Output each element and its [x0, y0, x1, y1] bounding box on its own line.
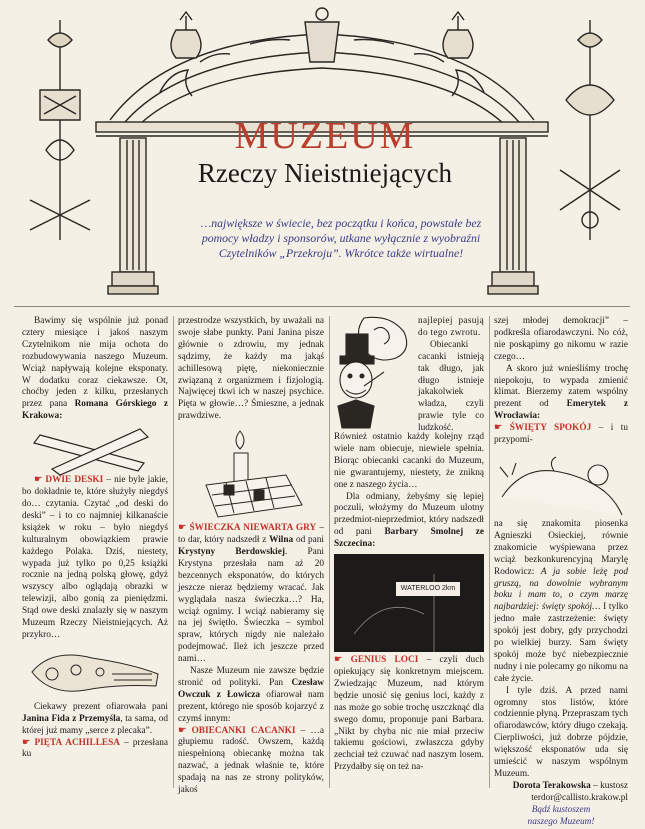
- reclining-figure-illustration: [494, 447, 628, 519]
- exhibit-label-genius-loci: GENIUS LOCI: [350, 655, 419, 666]
- two-boards-illustration: [22, 423, 168, 475]
- candle-illustration: [178, 423, 324, 523]
- column-3: [334, 316, 484, 774]
- exhibit-label-dwie-deski: DWIE DESKI: [45, 475, 104, 486]
- col4-text-6: I tyle dziś. A przed nami ogromny stos listów, które codziennie płyną. Przepraszam tych ofiarodawców, który długo czekają. Cierpliwości, już dobrze pójdzie, większość eksponatów uda się umieścić w naszym wspólnym Muzeum.: [494, 685, 628, 779]
- col2-text-1: przestrodze wszystkich, by uważali na swoje słabe punkty. Pani Janina pisze głównie o zdrowiu, my jednak sądzimy, że każdy ma jakąś achillesową piętę, niekoniecznie związaną z organizmem i fizjologią. Najwięcej tkwi ich w naszej psychice. Pięta w głowie…? Śmieszne, a jednak prawdziwe.: [178, 316, 324, 422]
- col4-text-5: I tylko jedno małe zastrzeżenie: święty spokój jest dobry, gdy przychodzi po wielkiej burzy. Sam święty spokój może być niebezpiecznie nudny i nie polecamy go nikomu na całe życie.: [494, 602, 629, 684]
- donor-name-1: Romana Górskiego z Krakowa:: [22, 399, 169, 422]
- pointing-hand-icon: ☛: [334, 655, 351, 666]
- col1-text-4: , ta sama, od której już mamy „serce z plecaka”.: [22, 713, 168, 736]
- wrap-text: [418, 316, 484, 435]
- author-role: – kustosz: [590, 780, 628, 791]
- col4-text-1: szej młodej demokracji” – podkreśla ofiarodawczyni. No cóż, nie poskąpimy go nikomu w razie czego…: [494, 316, 628, 362]
- column-separator: [173, 316, 174, 788]
- pointing-hand-icon: ☛: [494, 423, 510, 434]
- col2-text-6: ofiarował nam prezent, którego nie sposób kojarzyć z czymś innym:: [178, 689, 324, 724]
- col4-text-4: na się znakomita piosenka Agnieszki Osieckiej, równie znakomicie wyśpiewana przez wciąż bezkonkurencyjną Marylę Rodowicz:: [494, 518, 628, 577]
- closing-line-1: Bądź kustoszem: [531, 804, 591, 815]
- col1-text-3: Ciekawy prezent ofiarowała pani: [34, 701, 168, 712]
- exhibit-label-pieta-achillesa: PIĘTA ACHILLESA: [34, 737, 121, 748]
- exhibit-label-swieczka: ŚWIECZKA NIEWARTA GRY: [189, 523, 317, 534]
- author-email[interactable]: terdor@callisto.krakow.pl: [531, 792, 628, 803]
- col1-text-5: – przesłana ku: [22, 737, 168, 760]
- col2-text-2: – to dar, który nadszedł z: [178, 523, 324, 546]
- waterloo-road-sign: WATERLOO 2km: [396, 582, 460, 596]
- pointing-hand-icon: ☛: [22, 737, 35, 748]
- col2-text-3: od pani: [293, 535, 325, 546]
- col3-text-5: – czyli duch opiekujący się konkretnym miejscem. Zwiedzając Muzeum, nad którym będzie unosić się genius loci, każdy z nas może go sobie trochę uszczknąć dla swego domu, proponuje pani Barbara. „Nikt by chyba nic nie miał przeciw takiemu gościowi, zwłaszcza gdyby zechciał też czuwać nad naszym losem. Przydałby się on też na-: [334, 655, 484, 773]
- donor-name-3: Krystyny Berdowskiej: [178, 546, 285, 557]
- donor-name-5: Barbary Smolnej ze Szczecina:: [334, 527, 484, 550]
- city-name: Wilna: [269, 535, 294, 546]
- author-name: Dorota Terakowska: [512, 780, 591, 791]
- exhibit-label-obiecanki: OBIECANKI CACANKI: [191, 725, 296, 736]
- wrap-block: [334, 316, 484, 432]
- exhibit-label-swiety-spokoj: ŚWIĘTY SPOKÓJ: [509, 423, 592, 434]
- foot-skeleton-illustration: [22, 642, 168, 702]
- col2-text-5: Nasze Muzeum nie zawsze będzie stronić od polityki. Pan: [178, 666, 324, 688]
- col1-text-2: – nie byle jakie, bo dokładnie te, które służyły niegdyś do… czytania. Czytać „od deski do deski” – i to co najmniej kilkanaście książek w roku – było niegdyś kulturalnym obowiązkiem prawie każdego Polaka. Dziś, niestety, wypada już tylko po 0,25 książki rocznie na jedną polską głowę, gdyż wszyscy albo oglądają obrazki w telewizji, albo gonią za pieniędzmi. Stąd owe deski znalazły się w naszym Muzeum Rzeczy Nieistniejących. Aż przykro…: [22, 475, 169, 640]
- column-2: [178, 316, 324, 797]
- col4-text-3: – i tu przypomi-: [494, 423, 628, 446]
- title-main: MUZEUM: [234, 115, 416, 157]
- col3-text-3: Również ostatnio każdy kolejny rząd wiele nam obiecuje, niewiele spełnia. Biorąc obiecanki cacanki do Muzeum, nie gwarantujemy, niestety, że znikną one z naszego życia…: [334, 432, 484, 490]
- col1-text-1: Bawimy się wspólnie już ponad cztery miesiące i jakoś naszym Czytelnikom nie mija ochota do rozbudowywania naszego Muzeum. Wciąż napływają kolejne eksponaty. W dodatku coraz ciekawsze. Ot, choćby jeden z kilku, przesłanych przez pana: [22, 316, 168, 410]
- col2-text-7: – …a głupiemu radość. Owszem, każdą niespełnioną obiecankę można tak nazwać, a jednak właśnie te, które spadają na nas ze strony polityków, jakoś: [178, 725, 324, 796]
- closing-line-2: naszego Muzeum!: [527, 816, 595, 827]
- col3-text-1: najlepiej pasują do tego zwrotu.: [418, 316, 484, 338]
- column-4: [494, 316, 628, 829]
- col4-text-2: A skoro już wnieśliśmy trochę niepokoju, to wypada zmienić klimat. Bierzemy zatem wspólny prezent od: [494, 363, 628, 410]
- donor-name-4: Czesław Owczuk z Łowicza: [178, 677, 324, 700]
- night-sign-photo: [334, 554, 484, 652]
- col3-text-4: Dla odmiany, żebyśmy się lepiej poczuli, włożymy do Muzeum ulotny przedmiot-nieprzedmiot, który nadszedł od pani: [334, 491, 484, 538]
- lead-paragraph: …największe w świecie, bez początku i końca, powstałe bez pomocy władzy i sponsorów, utkane wyłącznie z wyobraźni Czytelników „Przekroju”. Wkrótce także wirtualne!: [200, 216, 482, 260]
- song-quote: A ja sobie leżę pod gruszą, na dowolnie wybranym boku i mam to, o czym marzę najbardziej: święty spokój…: [494, 566, 628, 613]
- divider: [14, 306, 630, 307]
- donor-name-6: Emerytek z Wrocławia:: [494, 399, 628, 422]
- donor-name-2: Janina Fida z Przemyśla: [22, 713, 121, 724]
- pointing-hand-icon: ☛: [178, 725, 192, 736]
- title-sub: Rzeczy Nieistniejących: [197, 158, 453, 188]
- column-1: [22, 316, 168, 761]
- smoking-man-illustration: [334, 316, 414, 428]
- column-separator: [489, 316, 490, 788]
- closing-slogan: [494, 805, 628, 829]
- pointing-hand-icon: ☛: [34, 475, 46, 486]
- column-separator: [329, 316, 330, 788]
- pointing-hand-icon: ☛: [178, 523, 190, 534]
- col2-text-4: . Pani Krystyna przesłała nam aż 20 bezcennych eksponatów, do których jeszcze nieraz będziemy wracać. Jak wyglądała nasza świeczka…? Ha, wciąż ognimy. I wciąż nabieramy się na jej świętło. Świeczka – symbol spraw, których nigdy nie należało podejmować. Ileż ich jeszcze przed nami…: [178, 546, 324, 665]
- col3-text-2: Obiecanki cacanki istnieją tak długo, jak długo istnieje jakakolwiek władza, czyli prawie tyle co ludzkość.: [418, 339, 484, 434]
- article-title: [180, 116, 470, 190]
